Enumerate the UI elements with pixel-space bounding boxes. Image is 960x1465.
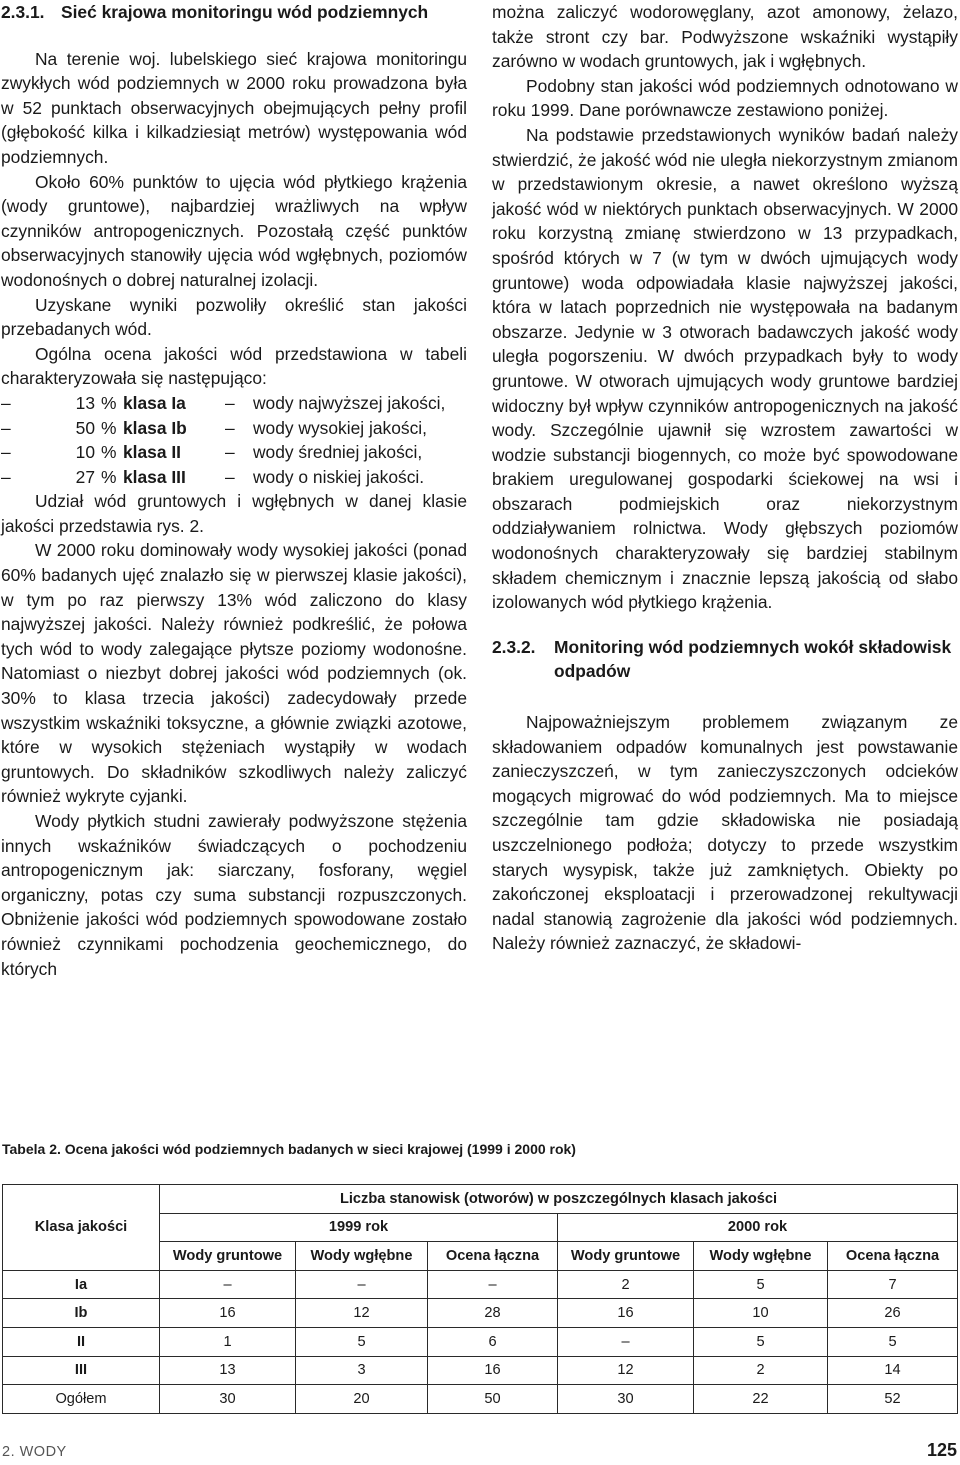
table-cell: 2 [558, 1270, 694, 1299]
row-label-cell: II [3, 1327, 160, 1356]
column-header-cell: Wody wgłębne [296, 1242, 428, 1271]
section-title: Sieć krajowa monitoringu wód podziemnych [61, 2, 429, 22]
group-header-cell: Liczba stanowisk (otworów) w poszczególnych klasach jakości [160, 1185, 958, 1214]
table-cell: 52 [828, 1385, 958, 1414]
class-percent: 27 [75, 466, 95, 487]
row-label-cell: Ia [3, 1270, 160, 1299]
table-caption: Tabela 2. Ocena jakości wód podziemnych badanych w sieci krajowej (1999 i 2000 rok) [2, 1141, 576, 1157]
table-row [3, 1270, 958, 1299]
year-header-cell: 1999 rok [160, 1213, 558, 1242]
table-cell: 5 [694, 1327, 828, 1356]
row-label-cell: III [3, 1356, 160, 1385]
section-number: 2.3.2. [492, 636, 536, 657]
paragraph: Podobny stan jakości wód podziemnych odnotowano w roku 1999. Dane porównawcze zestawiono poniżej. [492, 75, 958, 121]
table-cell: 12 [296, 1299, 428, 1328]
row-label-cell: Ogółem [3, 1385, 160, 1414]
row-label-cell: Ib [3, 1299, 160, 1328]
column-header-cell: Wody wgłębne [694, 1242, 828, 1271]
footer-chapter: 2. WODY [2, 1444, 67, 1460]
list-item: – 13 % klasa Ia – wody najwyższej jakości, [1, 391, 467, 416]
class-label: klasa III [123, 466, 186, 487]
paragraph: Na podstawie przedstawionych wyników badań należy stwierdzić, że jakość wód nie uległa niekorzystnym zmianom w przedstawionym okresie, a nawet określono wyższą jakość wód w niektórych punktach obserwacyjnych. W 2000 roku korzystną zmianę stwierdzono w 13 przypadkach, spośród których w 7 (w tym w dwóch ujmujących wody gruntowe) woda odpowiadała klasie najwyższej jakości, która w latach poprzednich nie występowała na badanym obszarze. Jedynie w 3 otworach badawczych jakość wody uległa pogorszeniu. W dwóch przypadkach były to wody gruntowe. W otworach ujmujących wody gruntowe bardziej widoczny był wpływ czynników antropogenicznych na jakość wody. Szczególnie ujawnił się wzrostem zawartości w wodzie substancji biogennych, co może być spowodowane brakiem uregulowanej gospodarki ściekowej na wsi i obszarach podmiejskich oraz niekorzystnym oddziaływaniem rolnictwa. Wody głębszych poziomów wodonośnych charakteryzowały się bardziej stabilnym składem chemicznym i znacznie lepszą jakością od słabo izolowanych wód płytkiego krążenia. [492, 124, 958, 613]
class-description: wody najwyższej jakości, [253, 392, 446, 413]
table-cell: 13 [160, 1356, 296, 1385]
table-cell: 20 [296, 1385, 428, 1414]
table-cell: 26 [828, 1299, 958, 1328]
quality-class-list [1, 391, 467, 489]
table-total-row [3, 1385, 958, 1414]
table-cell: 10 [694, 1299, 828, 1328]
paragraph: Najpoważniejszym problemem związanym ze składowaniem odpadów komunalnych jest powstawanie zanieczyszczeń, w tym zanieczyszczonych odcieków mogących migrować do wód podziemnych. Ma to miejsce szczególnie tam gdzie składowiska nie posiadają uszczelnionego podłoża; dotyczy to przede wszystkim starych wysypisk, także już zamkniętych. Obiekty po zakończonej eksploatacji i przerowadzonej rekultywacji nadal stanowią zagrożenie dla jakości wód podziemnych. Należy również zaznaczyć, że składowi- [492, 712, 958, 954]
table-cell: 16 [558, 1299, 694, 1328]
table-cell: 16 [428, 1356, 558, 1385]
class-description: wody o niskiej jakości. [253, 466, 425, 487]
column-header-cell: Wody gruntowe [558, 1242, 694, 1271]
page-number: 125 [926, 1440, 957, 1460]
table-cell: 7 [828, 1270, 958, 1299]
table-cell: 3 [296, 1356, 428, 1385]
paragraph: Ogólna ocena jakości wód przedstawiona w tabeli charakteryzowała się następująco: [1, 343, 467, 389]
paragraph: Udział wód gruntowych i wgłębnych w danej klasie jakości przedstawia rys. 2. [1, 491, 467, 536]
table-cell: 50 [428, 1385, 558, 1414]
paragraph: Na terenie woj. lubelskiego sieć krajowa monitoringu zwykłych wód podziemnych w 2000 roku prowadzona była w 52 punktach obserwacyjnych obejmujących pełny profil (głębokość kilka i kilkadziesiąt metrów) występowania wód podziemnych. [1, 48, 467, 167]
paragraph: Około 60% punktów to ujęcia wód płytkiego krążenia (wody gruntowe), najbardziej wrażliwych na wpływ czynników antropogenicznych. Pozostałą część punktów obserwacyjnych stanowiły ujęcia wód wgłębnych, poziomów wodonośnych o dobrej naturalnej izolacji. [1, 171, 467, 290]
paragraph: Uzyskane wyniki pozwoliły określić stan jakości przebadanych wód. [1, 294, 467, 340]
table-cell: 12 [558, 1356, 694, 1385]
table-cell: 5 [296, 1327, 428, 1356]
section-heading-2-3-1 [1, 0, 467, 25]
class-label: klasa Ia [123, 392, 186, 413]
quality-table [2, 1184, 958, 1414]
paragraph: można zaliczyć wodorowęglany, azot amonowy, żelazo, także stront czy bar. Podwyższone wskaźniki wystąpiły zarówno w wodach gruntowych, jak i wgłębnych. [492, 2, 958, 72]
table-cell: 16 [160, 1299, 296, 1328]
list-item: – 27 % klasa III – wody o niskiej jakości. [1, 465, 467, 490]
table-row [3, 1299, 958, 1328]
paragraph: W 2000 roku dominowały wody wysokiej jakości (ponad 60% badanych ujęć znalazło się w pierwszej klasie jakości), w tym po raz pierwszy 13% wód zaliczono do klasy najwyższej jakości. Należy również podkreślić, że połowa tych wód to wody zalegające płytsze poziomy wodonośne. Natomiast o niezbyt dobrej jakości wód podziemnych (ok. 30% to klasa trzecia jakości) zadecydowały przede wszystkim wskaźniki toksyczne, a głównie związki azotowe, które w wysokich stężeniach wystąpiły w wodach gruntowych. Do składników szkodliwych należy zaliczyć również wykryte cyjanki. [1, 540, 467, 807]
table-cell: 28 [428, 1299, 558, 1328]
list-item: – 50 % klasa Ib – wody wysokiej jakości, [1, 416, 467, 441]
class-label: klasa II [123, 442, 182, 463]
year-header-cell: 2000 rok [558, 1213, 958, 1242]
column-header-cell: Wody gruntowe [160, 1242, 296, 1271]
right-column [492, 0, 958, 956]
section-heading-2-3-2 [492, 635, 958, 684]
table-cell: – [296, 1270, 428, 1299]
list-item: – 10 % klasa II – wody średniej jakości, [1, 440, 467, 465]
table-cell: – [428, 1270, 558, 1299]
table-cell: 2 [694, 1356, 828, 1385]
table-cell: 5 [694, 1270, 828, 1299]
table-cell: 14 [828, 1356, 958, 1385]
class-description: wody wysokiej jakości, [253, 417, 427, 438]
class-percent: 50 [75, 417, 95, 438]
table-cell: 5 [828, 1327, 958, 1356]
column-header-cell: Ocena łączna [428, 1242, 558, 1271]
table-cell: 6 [428, 1327, 558, 1356]
class-percent: 13 [75, 392, 95, 413]
table-cell: 30 [558, 1385, 694, 1414]
table-cell: – [558, 1327, 694, 1356]
class-percent: 10 [75, 442, 95, 463]
paragraph: Wody płytkich studni zawierały podwyższone stężenia innych wskaźników świadczących o pochodzeniu antropogenicznym jak: siarczany, fosforany, węgiel organiczny, potas czy suma substancji rozpuszczonych. Obniżenie jakości wód podziemnych spowodowane zostało również czynnikami pochodzenia geochemicznego, do których [1, 811, 467, 979]
column-header-cell: Ocena łączna [828, 1242, 958, 1271]
table-row [3, 1327, 958, 1356]
section-number: 2.3.1. [1, 2, 45, 22]
table-cell: 1 [160, 1327, 296, 1356]
table-cell: 30 [160, 1385, 296, 1414]
table-header-row [3, 1185, 958, 1214]
table-cell: – [160, 1270, 296, 1299]
table-cell: 22 [694, 1385, 828, 1414]
table-row [3, 1356, 958, 1385]
class-description: wody średniej jakości, [253, 442, 423, 463]
row-header-cell: Klasa jakości [3, 1185, 160, 1271]
left-column [1, 0, 467, 981]
section-title: Monitoring wód podziemnych wokół składowisk odpadów [554, 636, 952, 682]
class-label: klasa Ib [123, 417, 187, 438]
